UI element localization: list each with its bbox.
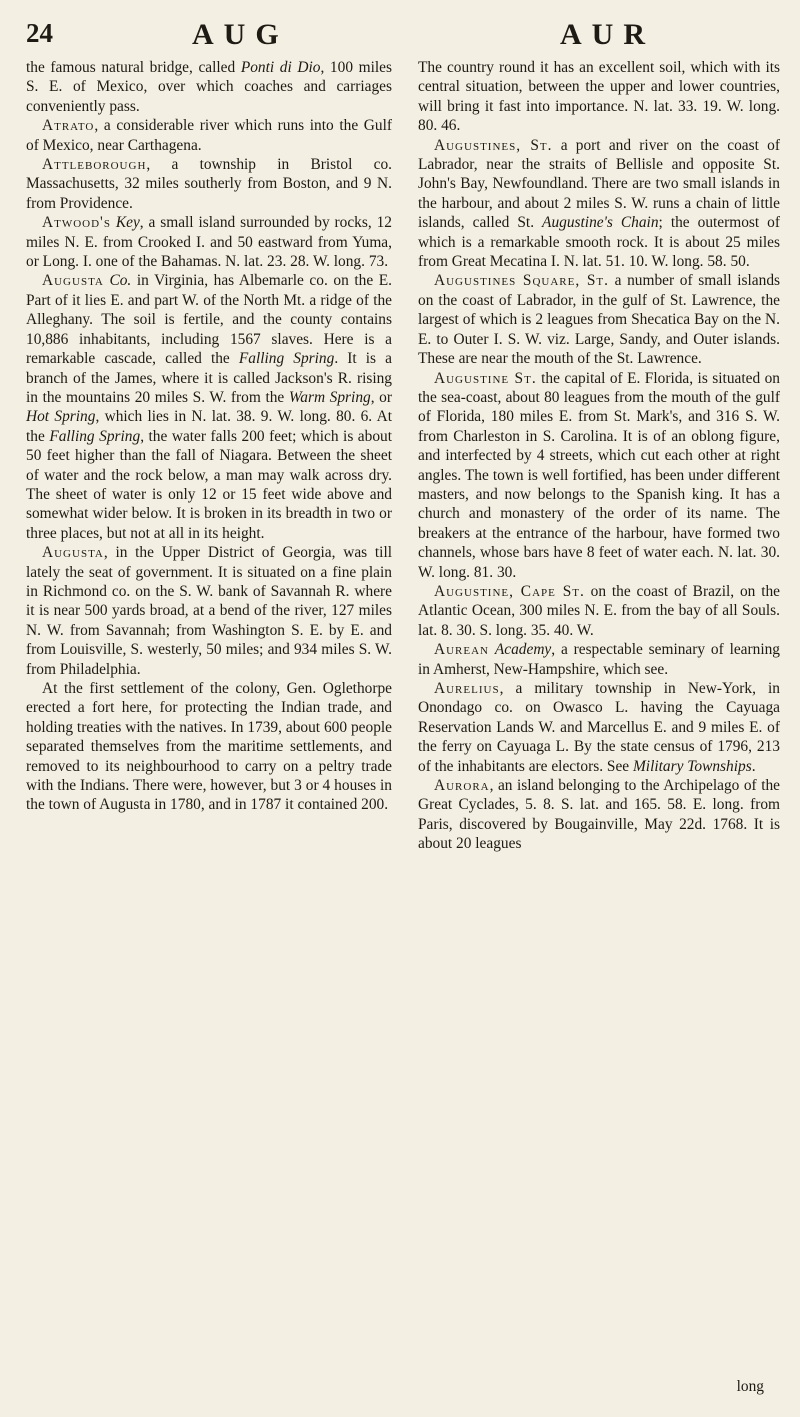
entry-text: , a considerable river which runs into the Gulf of Mexico, near Carthagena.: [26, 117, 392, 154]
entry-paragraph: [418, 776, 780, 854]
entry-term: Aurean: [434, 641, 490, 659]
entry-paragraph: [418, 640, 780, 679]
italic-text: Falling Spring: [49, 427, 141, 445]
entry-term: Augustines, St.: [434, 136, 553, 154]
running-header: [26, 18, 766, 58]
entry-term: Aurelius: [434, 680, 500, 697]
left-headword: AUG: [192, 18, 289, 51]
entry-paragraph: [26, 213, 392, 271]
page-number: 24: [26, 18, 53, 48]
entry-paragraph: [26, 116, 392, 155]
entry-text: the capital of E. Florida, is situated on the sea-coast, about 80 leagues from the mouth of the gulf of Florida, 180 miles E. from St. Mark's, and 316 S. W. from Charleston in S. Carolina. It is of an oblong figure, and interfected by 4 streets, which cut each other at right angles. The town is well fortified, has been under different masters, and now belongs to the Spanish king. It has a church and monastery of the order of its name. The breakers at the entrance of the harbour, have formed two channels, whose bars have 8 feet of water each. N. lat. 30. W. long. 81. 30.: [418, 369, 780, 581]
entry-paragraph: [418, 271, 780, 368]
entry-paragraph: [26, 679, 392, 815]
entry-term: Aurora: [434, 777, 490, 795]
entry-text: , or: [370, 388, 392, 406]
entry-paragraph: [418, 582, 780, 640]
entry-text: a port and river on the coast of Labrador, near the straits of Bellisle and opposite St. John's Bay, Newfoundland. There are two small islands in the harbour, and about 2 miles S. W. runs a chain of little islands, called St.: [418, 136, 780, 232]
entry-term: Augustine, Cape St.: [434, 582, 585, 600]
entry-text: the famous natural bridge, called: [26, 59, 241, 76]
italic-text: Falling Spring: [238, 350, 335, 368]
right-headword: AUR: [560, 18, 655, 51]
entry-term: Augusta: [42, 272, 104, 290]
entry-text: At the first settlement of the colony, Gen. Oglethorpe erected a fort here, for protecting the Indian trade, and holding treaties with the natives. In 1739, about 600 people separated themselves from the maritime settlements, and removed to its neighbourhood to carry on a peltry trade with the Indians. There were, however, but 3 or 4 houses in the town of Augusta in 1780, and in 1787 it contained 200.: [26, 680, 392, 814]
entry-term: Augusta: [42, 544, 104, 562]
entry-paragraph: [26, 271, 392, 543]
entry-text: on the coast of Brazil, on the Atlantic Ocean, 300 miles N. E. from the bay of all Souls. lat. 8. 30. S. long. 35. 40. W.: [418, 582, 781, 639]
entry-text: , which lies in N. lat. 38. 9. W. long. 80. 6. At the: [26, 408, 392, 445]
italic-text: Key: [115, 214, 140, 232]
italic-text: Co.: [109, 272, 132, 290]
entry-text: , the water falls 200 feet; which is about 50 feet higher than the fall of Niagara. Between the sheet of water and the rock below, a man may walk across dry. The sheet of water is only 12 or 15 feet wide above and somewhat wider below. It is broken in its breadth in two or three places, but not at all in its height.: [26, 427, 393, 542]
continued-paragraph: [26, 58, 392, 116]
italic-text: Hot Spring: [26, 408, 96, 426]
entry-paragraph: [26, 543, 392, 679]
entry-text: in Virginia, has Albemarle co. on the E. Part of it lies E. and part W. of the North Mt. a ridge of the Alleghany. The soil is fertile, and the county contains 10,886 inhabitants, including 1567 slaves. Here is a remarkable cascade, called the: [26, 272, 392, 368]
entry-text: , a township in Bristol co. Massachusetts, 32 miles southerly from Boston, and 9 N. from Providence.: [26, 156, 392, 212]
entry-text: , in the Upper District of Georgia, was till lately the seat of government. It is situated on a fine plain in Richmond co. on the S. W. bank of Savannah R. where it is near 500 yards broad, at a bend of the river, 127 miles N. W. from Savannah; from Washington S. E. by E. and from Louisville, S. westerly, 50 miles; and 934 miles S. W. from Philadelphia.: [26, 544, 392, 678]
italic-text: Warm Spring: [288, 388, 371, 406]
entry-term: Augustine St.: [434, 369, 537, 387]
entry-paragraph: [418, 136, 780, 272]
entry-paragraph: [418, 679, 780, 776]
entry-text: The country round it has an excellent soil, which with its central situation, between the upper and lower countries, will bring it fast into importance. N. lat. 33. 19. W. long. 80. 46.: [418, 59, 780, 135]
right-column: [418, 58, 780, 854]
entry-text: , a military township in New-York, in Onondago co. on Owasco L. having the Cayuaga Reservation Lands W. and Marcellus E. and 9 miles E. of the ferry on Cayuaga L. By the state census of 1796, 213 of the inhabitants are electors. See: [418, 680, 780, 775]
italic-text: Ponti di Dio: [240, 59, 321, 76]
left-column: [26, 58, 392, 815]
entry-text: , 100 miles S. E. of Mexico, over which coaches and carriages conveniently pass.: [26, 59, 392, 115]
italic-text: Military Townships: [632, 757, 752, 775]
entry-text: ; the outermost of which is a remarkable smooth rock. It is about 25 miles from Great Mecatina I. N. lat. 51. 10. W. long. 58. 50.: [418, 214, 781, 271]
entry-text: , a respectable seminary of learning in Amherst, New-Hampshire, which see.: [418, 641, 780, 678]
entry-term: Atwood's: [42, 214, 111, 232]
entry-text: . It is a branch of the James, where it is called Jackson's R. rising in the mountains 20 miles S. W. from the: [26, 350, 392, 406]
entry-paragraph: [26, 155, 392, 213]
entry-text: , a small island surrounded by rocks, 12 miles N. E. from Crooked I. and 50 eastward from Yuma, or Long. I. one of the Bahamas. N. lat. 23. 28. W. long. 73.: [26, 214, 392, 271]
italic-text: Academy: [494, 641, 552, 659]
entry-paragraph: [418, 369, 780, 582]
entry-text: a number of small islands on the coast of Labrador, in the gulf of St. Lawrence, the largest of which is 2 leagues from Shecatica Bay on the N. E. to Outer I. S. W. viz. Large, Sandy, and Outer islands. These are near the mouth of the St. Lawrence.: [418, 272, 781, 368]
continued-paragraph: [418, 58, 780, 136]
entry-term: Atrato: [42, 117, 95, 135]
entry-text: .: [751, 757, 756, 775]
entry-term: Augustines Square, St.: [434, 272, 609, 290]
italic-text: Augustine's Chain: [542, 214, 659, 232]
catchword: long: [736, 1378, 764, 1395]
entry-text: , an island belonging to the Archipelago of the Great Cyclades, 5. 8. S. lat. and 165. 58. E. long. from Paris, discovered by Bougainville, May 22d. 1768. It is about 20 leagues: [418, 777, 780, 853]
entry-term: Attleborough: [42, 156, 147, 174]
